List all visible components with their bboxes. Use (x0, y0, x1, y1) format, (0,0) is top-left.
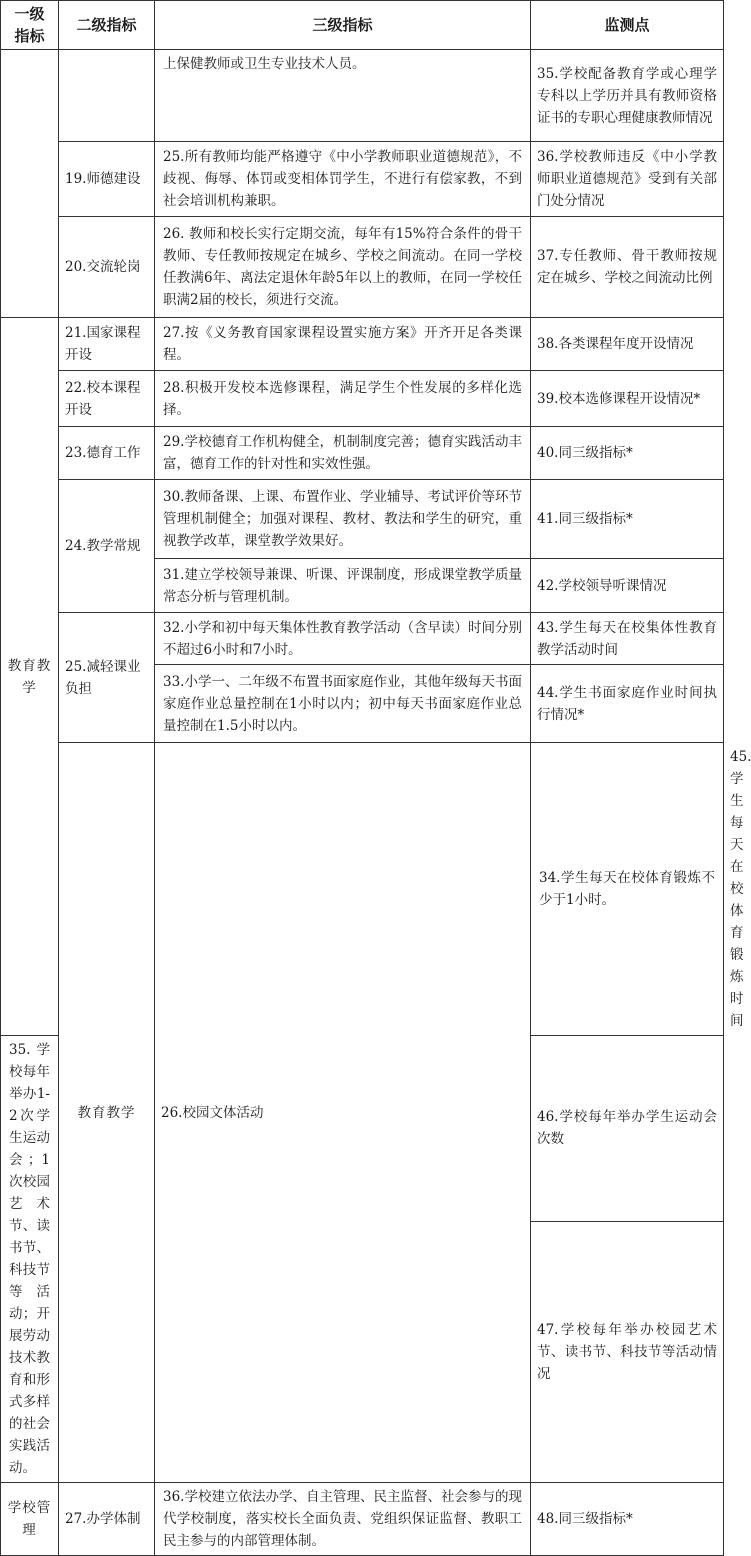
monitor-cell: 44.学生书面家庭作业时间执行情况* (531, 665, 724, 743)
monitor-cell: 43.学生每天在校集体性教育教学活动时间 (531, 613, 724, 665)
table-row (1, 217, 724, 318)
table-row (1, 142, 724, 217)
table-row (1, 318, 724, 371)
table-row: 教育教学 26.校园文体活动 34.学生每天在校体育锻炼不少于1小时。 45.学生每天在校体育锻炼时间 (1, 743, 724, 1036)
header-level2: 二级指标 (59, 1, 155, 50)
level3-cell: 26. 教师和校长实行定期交流，每年有15%符合条件的骨干教师、专任教师按规定在城乡、学校之间流动。在同一学校任教满6年、离法定退休年龄5年以上的教师，在同一学校任职满2届的校长，须进行交流。 (155, 217, 531, 318)
level3-cell: 25.所有教师均能严格遵守《中小学教师职业道德规范》，不歧视、侮辱、体罚或变相体罚学生，不进行有偿家教，不到社会培训机构兼职。 (155, 142, 531, 217)
monitor-cell: 36.学校教师违反《中小学教师职业道德规范》受到有关部门处分情况 (531, 142, 724, 217)
level1-cell: 教育教学 (1, 318, 59, 1036)
level3-cell: 上保健教师或卫生专业技术人员。 (155, 50, 531, 142)
table-row (1, 50, 724, 142)
monitor-cell: 39.校本选修课程开设情况* (531, 371, 724, 427)
level3-cell: 35.学校每年举办1-2次学生运动会；1次校园艺术节、读书节、科技节等活动；开展劳动技术教育和形式多样的社会实践活动。 (1, 1036, 59, 1483)
level1-cell: 教育教学 (59, 743, 155, 1483)
level2-cell: 27.办学体制 (59, 1483, 155, 1556)
level3-cell: 28.积极开发校本选修课程，满足学生个性发展的多样化选择。 (155, 371, 531, 427)
level3-cell: 27.按《义务教育国家课程设置实施方案》开齐开足各类课程。 (155, 318, 531, 371)
level3-cell: 32.小学和初中每天集体性教育教学活动（含早读）时间分别不超过6小时和7小时。 (155, 613, 531, 665)
monitor-cell: 48.同三级指标* (531, 1483, 724, 1556)
level2-cell: 20.交流轮岗 (59, 217, 155, 318)
table-row (1, 480, 724, 559)
table-header-row (1, 1, 724, 50)
monitor-cell: 35.学校配备教育学或心理学专科以上学历并具有教师资格证书的专职心理健康教师情况 (531, 50, 724, 142)
header-level1: 一级指标 (1, 1, 59, 50)
header-monitor: 监测点 (531, 1, 724, 50)
monitor-cell: 38.各类课程年度开设情况 (531, 318, 724, 371)
level3-cell: 30.教师备课、上课、布置作业、学业辅导、考试评价等环节管理机制健全；加强对课程、教材、教法和学生的研究，重视教学改革，课堂教学效果好。 (155, 480, 531, 559)
level3-cell: 29.学校德育工作机构健全，机制制度完善；德育实践活动丰富，德育工作的针对性和实效性强。 (155, 427, 531, 480)
monitor-cell: 41.同三级指标* (531, 480, 724, 559)
monitor-cell: 42.学校领导听课情况 (531, 559, 724, 613)
level2-cell: 19.师德建设 (59, 142, 155, 217)
header-level3: 三级指标 (155, 1, 531, 50)
level2-cell: 22.校本课程开设 (59, 371, 155, 427)
level3-cell: 31.建立学校领导兼课、听课、评课制度，形成课堂教学质量常态分析与管理机制。 (155, 559, 531, 613)
level2-cell: 24.教学常规 (59, 480, 155, 613)
level1-cell: 学校管理 (1, 1483, 59, 1556)
level2-cell: 21.国家课程开设 (59, 318, 155, 371)
level2-cell (59, 50, 155, 142)
level3-cell: 33.小学一、二年级不布置书面家庭作业，其他年级每天书面家庭作业总量控制在1小时以内；初中每天书面家庭作业总量控制在1.5小时以内。 (155, 665, 531, 743)
level2-cell: 26.校园文体活动 (155, 743, 531, 1483)
table-row (1, 371, 724, 427)
monitor-cell: 46.学校每年举办学生运动会次数 (531, 1036, 724, 1222)
level2-cell: 25.减轻课业负担 (59, 613, 155, 743)
level3-cell: 34.学生每天在校体育锻炼不少于1小时。 (531, 743, 724, 1036)
table-row (1, 427, 724, 480)
table-row (1, 1483, 724, 1556)
table-row (1, 613, 724, 665)
monitor-cell: 47.学校每年举办校园艺术节、读书节、科技节等活动情况 (531, 1221, 724, 1482)
monitor-cell: 40.同三级指标* (531, 427, 724, 480)
monitor-cell: 37.专任教师、骨干教师按规定在城乡、学校之间流动比例 (531, 217, 724, 318)
level3-cell: 36.学校建立依法办学、自主管理、民主监督、社会参与的现代学校制度，落实校长全面负责、党组织保证监督、教职工民主参与的内部管理体制。 (155, 1483, 531, 1556)
level1-cell (1, 50, 59, 318)
level2-cell: 23.德育工作 (59, 427, 155, 480)
